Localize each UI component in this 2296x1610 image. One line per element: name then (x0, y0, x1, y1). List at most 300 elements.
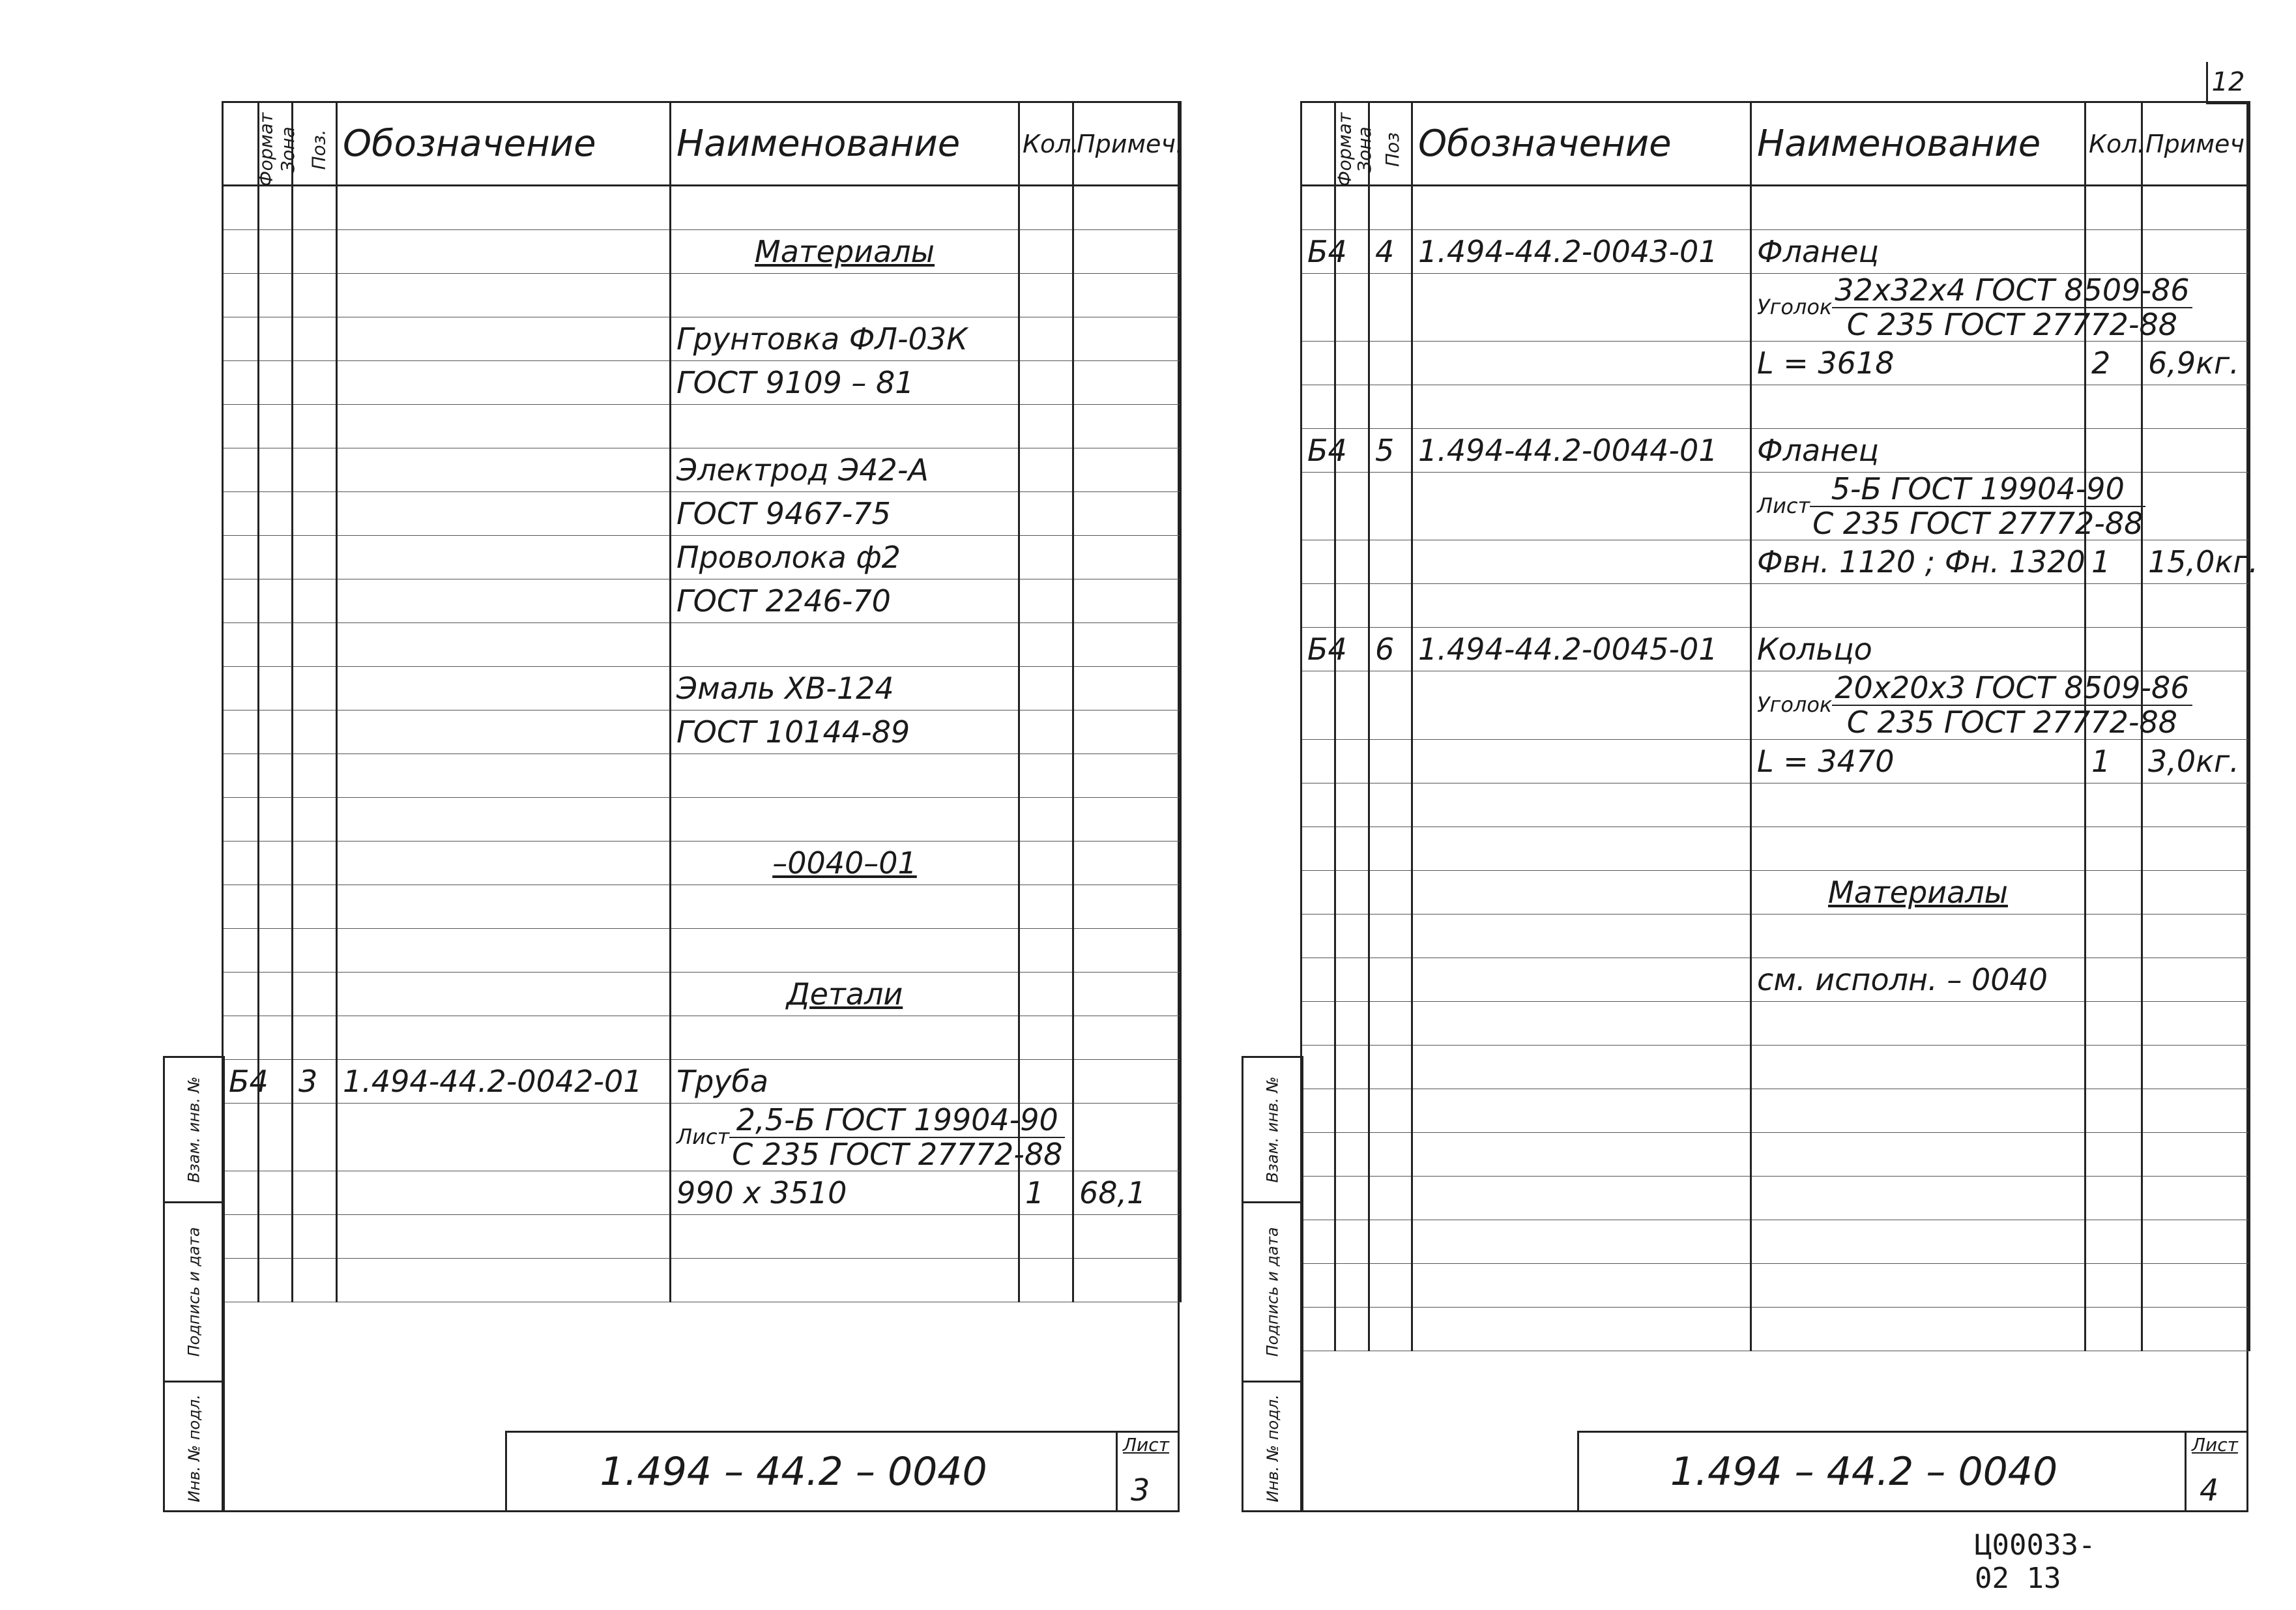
cell-format (223, 667, 259, 710)
cell-zone (259, 274, 293, 317)
left-sheet-label: Лист (1123, 1434, 1169, 1456)
cell-pos (293, 667, 337, 710)
cell-designation: 1.494-44.2-0044-01 (1412, 429, 1751, 473)
cell-qty (1019, 1215, 1073, 1259)
cell-designation (1412, 274, 1751, 342)
cell-designation (337, 230, 671, 274)
cell-zone (259, 798, 293, 842)
cell-pos: 5 (1369, 429, 1412, 473)
cell-qty (2085, 1132, 2142, 1176)
cell-qty (1019, 536, 1073, 579)
cell-format (223, 186, 259, 230)
cell-note (1073, 405, 1181, 448)
cell-format (223, 973, 259, 1016)
cell-pos (293, 274, 337, 317)
cell-zone (1335, 783, 1369, 827)
cell-zone (1335, 584, 1369, 628)
cell-pos (1369, 870, 1412, 914)
cell-zone (259, 492, 293, 536)
table-row (223, 405, 1181, 448)
cell-format (223, 1171, 259, 1215)
table-row (1301, 827, 2250, 870)
cell-zone (1335, 870, 1369, 914)
material-type-label: Лист (1757, 493, 1810, 519)
table-row (223, 842, 1181, 885)
cell-zone (1335, 1089, 1369, 1132)
cell-qty (2085, 584, 2142, 628)
cell-name: Грунтовка ФЛ-03К (671, 317, 1019, 361)
cell-qty (2085, 230, 2142, 274)
cell-pos (293, 579, 337, 623)
cell-format (1301, 1263, 1335, 1307)
cell-name: –0040–01 (671, 842, 1019, 885)
cell-designation (337, 667, 671, 710)
cell-zone (1335, 739, 1369, 783)
cell-qty (2085, 186, 2142, 230)
table-row (223, 798, 1181, 842)
cell-pos (293, 973, 337, 1016)
cell-designation (337, 186, 671, 230)
cell-designation (337, 798, 671, 842)
table-row (223, 973, 1181, 1016)
cell-qty (2085, 1001, 2142, 1045)
cell-name (1751, 272, 2190, 342)
cell-format (1301, 870, 1335, 914)
cell-qty (2085, 1307, 2142, 1351)
table-row (1301, 870, 2250, 914)
cell-qty (1019, 1060, 1073, 1104)
cell-name (1751, 471, 2143, 541)
cell-format (1301, 1176, 1335, 1220)
cell-zone (259, 317, 293, 361)
material-type-label: Уголок (1757, 295, 1833, 319)
right-sheet-label: Лист (2192, 1434, 2238, 1456)
cell-zone (1335, 1176, 1369, 1220)
table-row (223, 1215, 1181, 1259)
header-pos: Поз. (293, 102, 337, 186)
table-row (223, 1104, 1181, 1171)
header-zone: Зона (1335, 102, 1369, 186)
cell-note (1073, 536, 1181, 579)
cell-format (223, 361, 259, 405)
cell-qty (2085, 827, 2142, 870)
cell-name: L = 3618 (1751, 342, 2085, 385)
cell-name (671, 186, 1019, 230)
cell-qty: 1 (2085, 739, 2142, 783)
cell-name (1751, 584, 2085, 628)
cell-note (1073, 1215, 1181, 1259)
cell-designation (337, 1104, 671, 1171)
cell-pos (293, 405, 337, 448)
cell-name (1751, 385, 2085, 429)
cell-format (223, 1215, 259, 1259)
cell-qty (1019, 492, 1073, 536)
cell-note (2142, 1045, 2250, 1089)
cell-note (2142, 473, 2250, 540)
document-reference: Ц00033-02 13 (1975, 1529, 2096, 1595)
cell-format (1301, 783, 1335, 827)
cell-note (1073, 973, 1181, 1016)
cell-format (1301, 1132, 1335, 1176)
cell-name (671, 1215, 1019, 1259)
table-row (1301, 385, 2250, 429)
header-format: Формат (1301, 102, 1335, 186)
cell-name (1751, 186, 2085, 230)
cell-pos (1369, 783, 1412, 827)
cell-designation (1412, 1132, 1751, 1176)
header-designation: Обозначение (337, 102, 671, 186)
table-row (223, 579, 1181, 623)
cell-note (1073, 1016, 1181, 1060)
cell-note (2142, 1089, 2250, 1132)
cell-format (1301, 274, 1335, 342)
table-row (223, 492, 1181, 536)
cell-zone (259, 579, 293, 623)
cell-name (1751, 914, 2085, 958)
cell-qty (1019, 230, 1073, 274)
cell-format (1301, 1089, 1335, 1132)
cell-designation (1412, 958, 1751, 1001)
table-row (223, 623, 1181, 667)
cell-pos (293, 1215, 337, 1259)
right-title-block (1577, 1431, 2248, 1512)
cell-note: 68,1 (1073, 1171, 1181, 1215)
table-row (223, 1259, 1181, 1302)
cell-pos (293, 929, 337, 973)
cell-format (223, 536, 259, 579)
table-row (1301, 274, 2250, 342)
right-sheet-number: 4 (2200, 1472, 2219, 1508)
header-qty: Кол. (2085, 102, 2142, 186)
cell-designation (1412, 1220, 1751, 1263)
cell-designation (337, 405, 671, 448)
cell-name: L = 3470 (1751, 739, 2085, 783)
cell-format (1301, 671, 1335, 739)
cell-name (1751, 1045, 2085, 1089)
cell-note (2142, 1307, 2250, 1351)
cell-pos (293, 448, 337, 492)
cell-designation (337, 710, 671, 754)
cell-note (2142, 584, 2250, 628)
table-row (1301, 628, 2250, 671)
cell-pos (1369, 186, 1412, 230)
cell-zone (259, 448, 293, 492)
cell-name: Материалы (671, 230, 1019, 274)
cell-pos (1369, 958, 1412, 1001)
cell-format (223, 1016, 259, 1060)
material-spec-numerator: 2,5-Б ГОСТ 19904-90 (729, 1104, 1065, 1138)
cell-qty (1019, 361, 1073, 405)
cell-designation (1412, 584, 1751, 628)
table-row (1301, 1132, 2250, 1176)
table-row (1301, 783, 2250, 827)
material-spec-numerator: 32х32х4 ГОСТ 8509-86 (1832, 274, 2192, 308)
cell-name: Фвн. 1120 ; Фн. 1320 (1751, 540, 2085, 584)
cell-name (1751, 670, 2190, 740)
cell-note (2142, 827, 2250, 870)
cell-note (2142, 1263, 2250, 1307)
cell-designation (1412, 540, 1751, 584)
material-spec-denominator: С 235 ГОСТ 27772-88 (1812, 505, 2143, 541)
cell-designation (1412, 1089, 1751, 1132)
cell-format (223, 405, 259, 448)
cell-qty (1019, 1016, 1073, 1060)
cell-zone (259, 623, 293, 667)
cell-note (2142, 1132, 2250, 1176)
cell-designation (337, 1215, 671, 1259)
cell-zone (259, 885, 293, 929)
cell-zone (259, 842, 293, 885)
cell-format (223, 885, 259, 929)
cell-note (1073, 317, 1181, 361)
cell-pos (1369, 385, 1412, 429)
cell-pos (293, 842, 337, 885)
cell-pos (1369, 1176, 1412, 1220)
cell-format (1301, 914, 1335, 958)
cell-qty (2085, 1263, 2142, 1307)
cell-name: 990 х 3510 (671, 1171, 1019, 1215)
left-title-block (505, 1431, 1180, 1512)
cell-pos (1369, 1220, 1412, 1263)
cell-qty (1019, 623, 1073, 667)
cell-pos: 6 (1369, 628, 1412, 671)
cell-format (223, 842, 259, 885)
cell-qty (1019, 710, 1073, 754)
cell-pos (293, 798, 337, 842)
cell-zone (1335, 1001, 1369, 1045)
cell-pos (1369, 1263, 1412, 1307)
cell-qty (1019, 929, 1073, 973)
cell-name (1751, 1001, 2085, 1045)
cell-note (1073, 492, 1181, 536)
cell-pos (1369, 1001, 1412, 1045)
cell-format: Б4 (223, 1060, 259, 1104)
header-designation: Обозначение (1412, 102, 1751, 186)
cell-designation (337, 448, 671, 492)
cell-name: Детали (671, 973, 1019, 1016)
left-sheet-number: 3 (1131, 1472, 1150, 1508)
cell-pos (293, 230, 337, 274)
material-type-label: Лист (676, 1124, 730, 1149)
cell-designation (1412, 186, 1751, 230)
cell-pos (1369, 1132, 1412, 1176)
cell-qty (1019, 1259, 1073, 1302)
cell-pos (293, 623, 337, 667)
cell-name (671, 754, 1019, 798)
table-row (223, 361, 1181, 405)
cell-qty (2085, 429, 2142, 473)
cell-qty (1019, 405, 1073, 448)
cell-zone (1335, 827, 1369, 870)
table-row (223, 274, 1181, 317)
cell-name (1751, 783, 2085, 827)
cell-pos (293, 1259, 337, 1302)
cell-note (2142, 1176, 2250, 1220)
cell-qty (1019, 186, 1073, 230)
cell-name: Фланец (1751, 429, 2085, 473)
right-spec-table (1300, 101, 2258, 1351)
cell-pos: 4 (1369, 230, 1412, 274)
cell-qty (2085, 1045, 2142, 1089)
table-row (1301, 584, 2250, 628)
cell-designation (337, 1259, 671, 1302)
cell-zone (259, 929, 293, 973)
table-row (1301, 540, 2250, 584)
cell-qty (2085, 628, 2142, 671)
cell-qty (2085, 1220, 2142, 1263)
cell-note (1073, 754, 1181, 798)
cell-designation (337, 929, 671, 973)
cell-note (1073, 1104, 1181, 1171)
cell-name (1751, 1176, 2085, 1220)
left-side-stamp (163, 1056, 225, 1512)
cell-zone (1335, 1307, 1369, 1351)
cell-qty (1019, 274, 1073, 317)
cell-zone (1335, 958, 1369, 1001)
right-sheet-box (2185, 1433, 2246, 1510)
cell-qty (1019, 667, 1073, 710)
cell-zone (259, 1104, 293, 1171)
table-row (1301, 342, 2250, 385)
cell-zone (1335, 540, 1369, 584)
cell-designation (337, 536, 671, 579)
cell-pos (1369, 1089, 1412, 1132)
cell-format (1301, 186, 1335, 230)
cell-zone (259, 361, 293, 405)
table-row (1301, 1307, 2250, 1351)
cell-note (2142, 1220, 2250, 1263)
cell-zone (1335, 385, 1369, 429)
table-row (223, 1060, 1181, 1104)
cell-zone (1335, 1132, 1369, 1176)
cell-pos (1369, 1045, 1412, 1089)
cell-name: Труба (671, 1060, 1019, 1104)
left-doc-number: 1.494 – 44.2 – 0040 (600, 1448, 987, 1495)
cell-designation (1412, 1045, 1751, 1089)
cell-qty (1019, 885, 1073, 929)
left-sheet-box (1116, 1433, 1178, 1510)
cell-note (2142, 958, 2250, 1001)
right-spec-body (1301, 186, 2258, 1351)
cell-name (671, 1016, 1019, 1060)
cell-note (1073, 929, 1181, 973)
cell-name (671, 885, 1019, 929)
cell-zone (259, 230, 293, 274)
cell-format (223, 623, 259, 667)
table-row (1301, 1263, 2250, 1307)
cell-zone (1335, 473, 1369, 540)
sign-date-cell: Подпись и дата (165, 1201, 223, 1381)
cell-zone (1335, 671, 1369, 739)
cell-note (1073, 274, 1181, 317)
left-spec-table (222, 101, 1182, 1302)
cell-qty (2085, 385, 2142, 429)
table-row (1301, 958, 2250, 1001)
cell-note (2142, 628, 2250, 671)
cell-name (671, 1102, 1063, 1172)
material-spec-fraction (1832, 671, 2192, 739)
cell-qty: 2 (2085, 342, 2142, 385)
cell-note (1073, 710, 1181, 754)
cell-note (1073, 230, 1181, 274)
inv-orig-cell: Инв. № подл. (165, 1381, 223, 1514)
cell-name (1751, 1220, 2085, 1263)
right-doc-number: 1.494 – 44.2 – 0040 (1670, 1448, 2058, 1495)
cell-designation (1412, 1176, 1751, 1220)
cell-designation (1412, 1307, 1751, 1351)
cell-name: ГОСТ 10144-89 (671, 710, 1019, 754)
cell-designation (337, 579, 671, 623)
cell-designation (337, 973, 671, 1016)
cell-note: 3,0кг. (2142, 739, 2250, 783)
cell-name: см. исполн. – 0040 (1751, 958, 2085, 1001)
table-row (1301, 429, 2250, 473)
header-format: Формат (223, 102, 259, 186)
cell-pos (293, 754, 337, 798)
cell-name (671, 929, 1019, 973)
cell-format: Б4 (1301, 230, 1335, 274)
cell-format (223, 1259, 259, 1302)
cell-pos (1369, 342, 1412, 385)
cell-name (671, 623, 1019, 667)
cell-zone (259, 1016, 293, 1060)
cell-designation (1412, 473, 1751, 540)
cell-zone (1335, 342, 1369, 385)
cell-designation (337, 492, 671, 536)
cell-note (1073, 361, 1181, 405)
cell-note (1073, 448, 1181, 492)
cell-format (1301, 473, 1335, 540)
cell-designation (1412, 827, 1751, 870)
cell-note: 15,0кг. (2142, 540, 2250, 584)
cell-pos (293, 186, 337, 230)
cell-format (1301, 540, 1335, 584)
right-side-stamp (1242, 1056, 1303, 1512)
cell-qty (2085, 870, 2142, 914)
cell-zone (259, 536, 293, 579)
cell-designation (337, 361, 671, 405)
cell-name: Материалы (1751, 870, 2085, 914)
header-note: Примеч. (1073, 102, 1181, 186)
cell-zone (1335, 914, 1369, 958)
table-row (1301, 739, 2250, 783)
table-row (1301, 1089, 2250, 1132)
cell-designation (337, 1016, 671, 1060)
cell-note (2142, 230, 2250, 274)
material-spec-denominator: С 235 ГОСТ 27772-88 (1846, 306, 2178, 342)
cell-format (223, 710, 259, 754)
cell-designation: 1.494-44.2-0043-01 (1412, 230, 1751, 274)
cell-pos (293, 492, 337, 536)
material-spec-denominator: С 235 ГОСТ 27772-88 (732, 1136, 1063, 1172)
material-spec-fraction (1810, 473, 2145, 540)
material-spec-fraction (729, 1104, 1065, 1171)
cell-note (1073, 1259, 1181, 1302)
cell-format (223, 492, 259, 536)
cell-note (1073, 1060, 1181, 1104)
table-row (223, 754, 1181, 798)
table-row (1301, 914, 2250, 958)
cell-note (2142, 385, 2250, 429)
cell-note (1073, 885, 1181, 929)
table-row (223, 929, 1181, 973)
table-row (1301, 671, 2250, 739)
cell-note (1073, 842, 1181, 885)
table-row (1301, 1001, 2250, 1045)
cell-format (1301, 958, 1335, 1001)
cell-name (671, 274, 1019, 317)
cell-note (2142, 429, 2250, 473)
